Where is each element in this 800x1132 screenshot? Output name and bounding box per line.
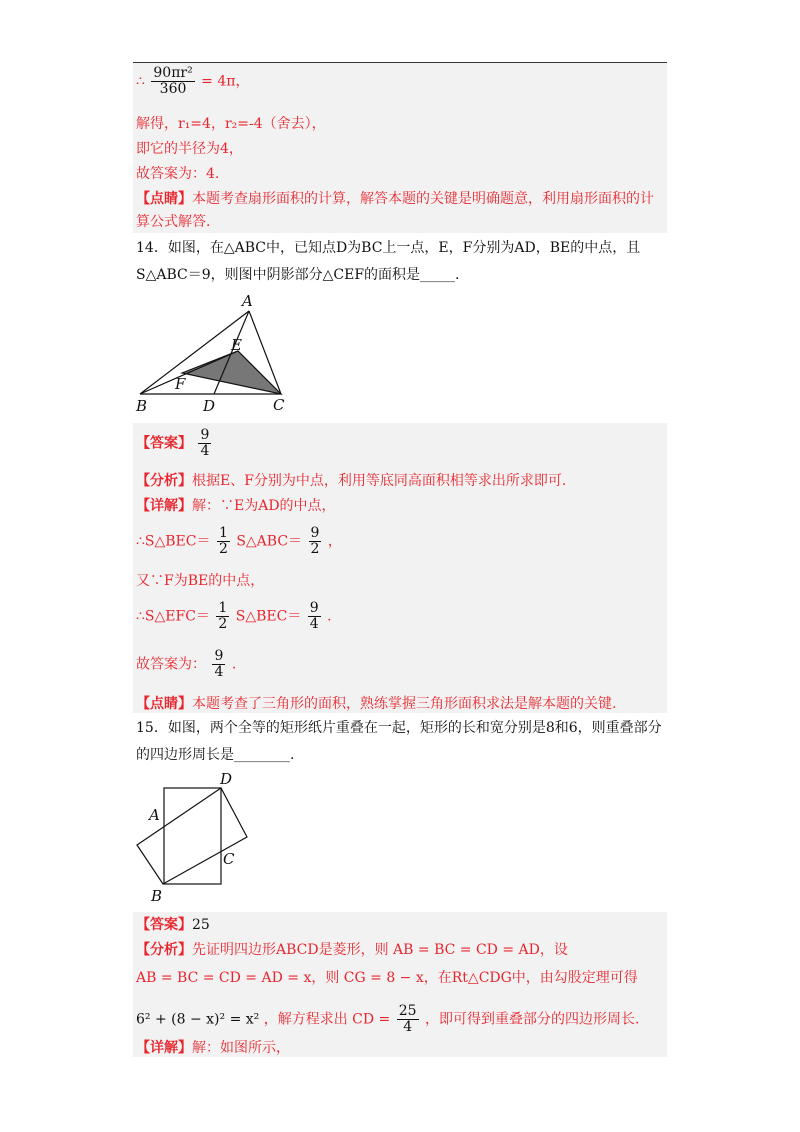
equation-rhs: = 4π， [201,73,250,90]
q13-equation [136,66,249,97]
q14-analysis [136,470,566,492]
analysis-text: ，即可得到重叠部分的四边形周长. [425,1011,640,1028]
label-d: D [203,397,216,415]
denominator: 360 [159,81,187,97]
q13-comment-line1 [136,188,654,210]
analysis-tag: 【分析】 [136,473,192,489]
answer-value: 25 [192,917,210,933]
analysis-text: 根据E、F分别为中点，利用等底同高面积相等求出所求即可. [192,473,567,489]
q15-analysis-line1 [136,939,568,961]
q14-final-answer [136,649,236,680]
fraction-half [217,526,230,557]
label-c: C [273,396,285,414]
q14-step-bec [136,526,342,557]
numerator: 1 [218,600,228,616]
numerator: 90πr² [153,65,193,81]
q13-answer: 故答案为：4. [136,166,220,182]
final-text: . [231,656,237,673]
label-a: A [242,292,253,310]
label-e: E [231,336,242,354]
q15-answer [136,914,210,936]
answer-fraction [198,428,211,459]
q14-detail [136,495,336,517]
denominator: 2 [218,541,228,557]
answer-tag: 【答案】 [136,435,192,452]
analysis-text: 先证明四边形ABCD是菱形，则 AB = BC = CD = AD，设 [192,942,568,958]
q14-step-efc [136,601,332,632]
numerator: 9 [200,427,210,443]
step-text: . [327,608,332,625]
detail-tag: 【详解】 [136,1040,192,1056]
denominator: 4 [214,664,224,680]
denominator: 4 [403,1019,413,1035]
comment-tag: 【点睛】 [136,191,192,207]
numerator: 9 [214,648,224,664]
q14-step-f-mid: 又∵F为BE的中点， [136,573,265,589]
cd-fraction [397,1004,419,1035]
step-text: ， [327,533,342,550]
denominator: 2 [310,541,320,557]
fraction-half [216,601,229,632]
denominator: 2 [218,616,228,632]
fraction-result [309,526,322,557]
upright-rectangle [164,788,221,884]
analysis-text: ，解方程求出 CD = [263,1011,391,1028]
q14-answer [136,428,213,459]
q13-solve: 解得，r₁=4，r₂=-4（舍去）， [136,116,326,132]
answer-tag: 【答案】 [136,917,192,933]
denominator: 4 [200,443,210,459]
label-f: F [175,375,186,393]
q15-rectangles-figure [132,768,262,908]
numerator: 9 [310,525,320,541]
q14-comment [136,693,616,715]
label-b: B [136,397,148,415]
denominator: 4 [309,616,319,632]
q15-stem-line2: 的四边形周长是________. [136,747,295,763]
numerator: 25 [398,1003,417,1019]
step-text: ∴S△EFC＝ [136,608,210,625]
detail-text: 解：如图所示， [192,1040,290,1056]
detail-tag: 【详解】 [136,498,192,514]
numerator: 9 [309,600,319,616]
analysis-tag: 【分析】 [136,942,192,958]
q15-analysis-line3 [136,1004,639,1035]
comment-text: 本题考查了三角形的面积，熟练掌握三角形面积求法是解本题的关键. [192,696,617,712]
step-text: S△ABC＝ [236,533,303,550]
label-b: B [151,887,163,905]
detail-text: 解：∵E为AD的中点， [192,498,336,514]
therefore-symbol: ∴ [136,73,145,90]
comment-tag: 【点睛】 [136,696,192,712]
shaded-triangle-cef [182,351,281,394]
label-a: A [149,806,160,824]
final-text: 故答案为： [136,656,206,673]
q14-stem-line2: S△ABC＝9，则图中阴影部分△CEF的面积是_____. [136,267,460,283]
label-c: C [223,850,235,868]
fraction [151,66,194,97]
q15-stem-line1: 15．如图，两个全等的矩形纸片重叠在一起，矩形的长和宽分别是8和6，则重叠部分 [136,720,662,736]
numerator: 1 [218,525,228,541]
q13-radius: 即它的半径为4， [136,141,243,157]
comment-text: 本题考查扇形面积的计算，解答本题的关键是明确题意，利用扇形面积的计 [192,191,654,207]
step-text: ∴S△BEC＝ [136,533,211,550]
fraction-result [308,601,321,632]
q15-detail [136,1037,290,1059]
q13-comment-line2: 算公式解答. [136,214,211,230]
rotated-rectangle [137,788,247,884]
final-fraction [212,649,225,680]
q15-analysis-line2: AB = BC = CD = AD = x，则 CG = 8 − x，在Rt△CDG中，由勾股定理可得 [136,970,638,986]
label-d: D [220,770,233,788]
step-text: S△BEC＝ [235,608,302,625]
q14-stem-line1: 14．如图，在△ABC中，已知点D为BC上一点，E，F分别为AD，BE的中点，且 [136,240,641,256]
pythagoras-equation: 6² + (8 − x)² = x² [136,1011,260,1028]
q14-triangle-figure [132,290,302,415]
